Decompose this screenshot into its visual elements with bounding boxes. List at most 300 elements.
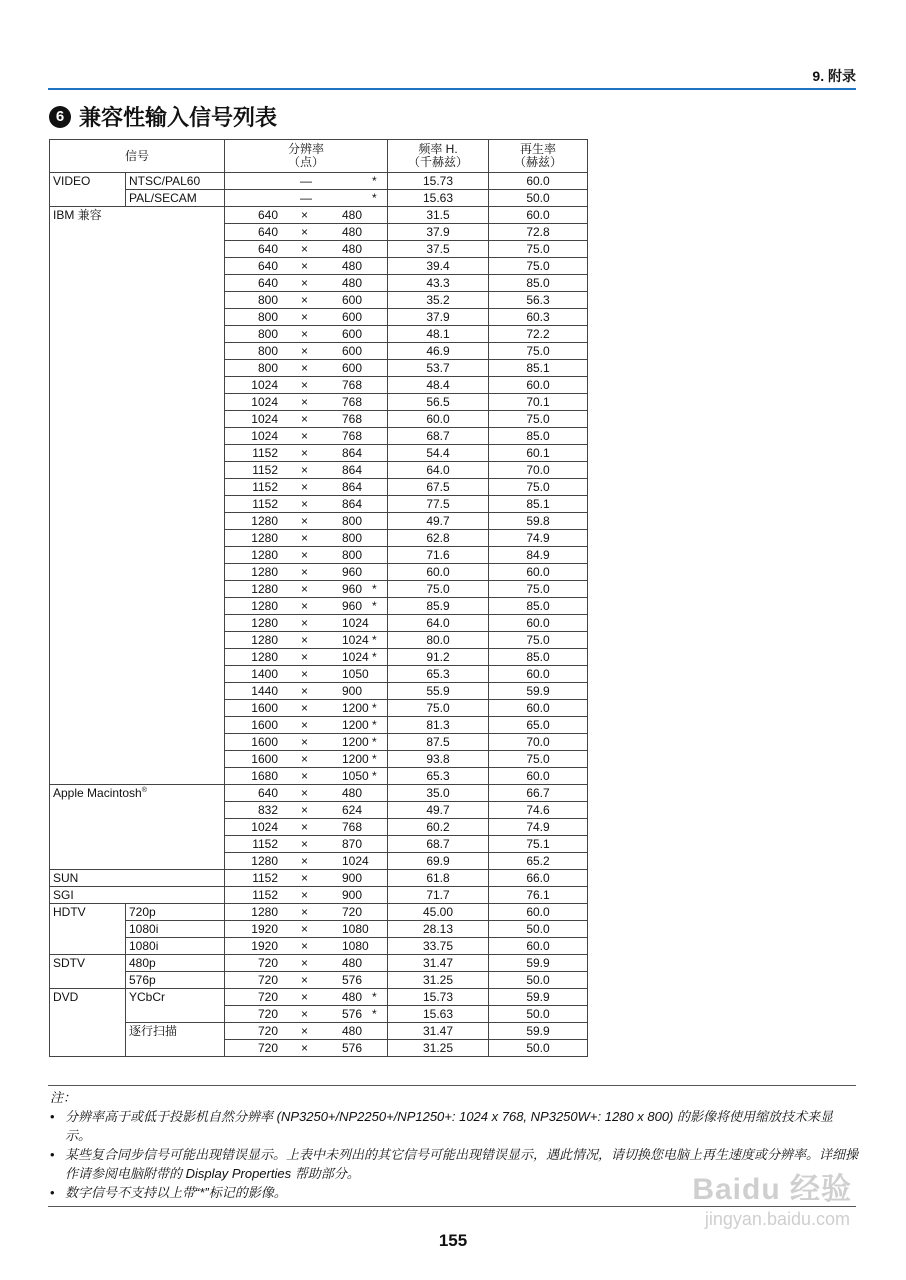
resolution-height: 800 [342,531,363,545]
hfreq-cell: 64.0 [388,615,489,632]
multiply-icon: × [301,701,309,715]
hfreq-cell: 43.3 [388,275,489,292]
unsupported-digital-star: * [372,582,377,596]
resolution-cell [225,326,388,343]
refresh-cell: 59.9 [489,683,588,700]
section-number-badge: 6 [49,106,71,128]
table-row [50,989,588,1006]
resolution-width: 1152 [252,497,278,511]
resolution-width: 1280 [251,599,278,613]
resolution-height: 600 [342,361,363,375]
hfreq-cell: 60.0 [388,564,489,581]
refresh-cell: 59.9 [489,989,588,1006]
resolution-width: 720 [257,1024,278,1038]
refresh-cell: 74.6 [489,802,588,819]
resolution-width: 1440 [251,684,278,698]
hfreq-cell: 75.0 [388,581,489,598]
table-row [50,870,588,887]
refresh-cell: 60.0 [489,173,588,190]
multiply-icon: × [301,361,309,375]
table-header-row [50,140,588,173]
resolution-width: 800 [257,327,278,341]
resolution-height: 960 [342,565,363,579]
hfreq-cell: 37.9 [388,309,489,326]
table-row [50,955,588,972]
multiply-icon: × [301,259,309,273]
refresh-cell: 70.0 [489,462,588,479]
unsupported-digital-star: * [372,174,377,188]
multiply-icon: × [301,242,309,256]
resolution-height: 864 [342,463,363,477]
multiply-icon: × [301,565,309,579]
resolution-width: 1280 [251,531,278,545]
hfreq-cell: 71.7 [388,887,489,904]
resolution-cell [225,207,388,224]
refresh-cell: 60.1 [489,445,588,462]
resolution-cell [225,224,388,241]
hfreq-cell: 54.4 [388,445,489,462]
resolution-cell [225,921,388,938]
resolution-cell [225,292,388,309]
multiply-icon: × [301,548,309,562]
resolution-cell [225,870,388,887]
table-row [50,938,588,955]
resolution-width: 640 [257,242,278,256]
multiply-icon: × [301,412,309,426]
unsupported-digital-star: * [372,735,377,749]
hfreq-cell: 28.13 [388,921,489,938]
note-bullet: • [50,1185,55,1200]
unsupported-digital-star: * [372,752,377,766]
resolution-height: 864 [342,497,363,511]
refresh-cell: 85.0 [489,649,588,666]
hfreq-cell: 15.63 [388,190,489,207]
multiply-icon: × [301,837,309,851]
note-text: 分辨率高于或低于投影机自然分辨率 (NP3250+/NP2250+/NP1250+: 1024 x 768, NP3250W+: 1280 x 800) 的影像将使用缩放技术来显示。 [65,1109,833,1143]
signal-group: IBM 兼容 [50,207,225,785]
resolution-cell [225,411,388,428]
resolution-height: 1050 [342,769,369,783]
note-bullet: • [50,1147,55,1162]
resolution-cell [225,632,388,649]
resolution-width: 720 [257,1007,278,1021]
refresh-cell: 60.0 [489,564,588,581]
refresh-cell: 75.0 [489,632,588,649]
hfreq-cell: 31.47 [388,1023,489,1040]
resolution-cell [225,887,388,904]
signal-subtype: 1080i [126,938,225,955]
resolution-cell [225,785,388,802]
resolution-width: 1152 [252,480,278,494]
resolution-width: 1600 [251,701,278,715]
refresh-cell: 85.0 [489,428,588,445]
resolution-height: 576 [342,1041,363,1055]
multiply-icon: × [301,531,309,545]
resolution-height: 768 [342,395,363,409]
multiply-icon: × [301,1024,309,1038]
hfreq-cell: 87.5 [388,734,489,751]
refresh-cell: 85.0 [489,275,588,292]
hfreq-cell: 37.5 [388,241,489,258]
multiply-icon: × [301,582,309,596]
resolution-height: 480 [342,786,363,800]
multiply-icon: × [301,599,309,613]
resolution-width: 1024 [251,412,278,426]
refresh-cell: 60.0 [489,666,588,683]
multiply-icon: × [301,854,309,868]
resolution-width: 1152 [252,888,278,902]
hfreq-cell: 31.25 [388,972,489,989]
refresh-cell: 60.0 [489,207,588,224]
multiply-icon: × [301,769,309,783]
multiply-icon: × [301,922,309,936]
hfreq-cell: 61.8 [388,870,489,887]
resolution-width: 800 [257,310,278,324]
resolution-height: 480 [342,242,363,256]
signal-group: VIDEO [50,173,126,207]
hfreq-cell: 68.7 [388,428,489,445]
resolution-cell [225,649,388,666]
signal-group: Apple Macintosh® [50,785,225,870]
resolution-cell [225,547,388,564]
signal-group: DVD [50,989,126,1057]
signal-subtype: PAL/SECAM [126,190,225,207]
header-resolution: 分辨率 （点） [225,140,388,173]
resolution-cell [225,530,388,547]
table-row [50,972,588,989]
table-row [50,173,588,190]
signal-group: HDTV [50,904,126,955]
multiply-icon: × [301,684,309,698]
resolution-cell [225,598,388,615]
note-bullet: • [50,1109,55,1124]
unsupported-digital-star: * [372,191,377,205]
refresh-cell: 66.7 [489,785,588,802]
unsupported-digital-star: * [372,633,377,647]
resolution-cell [225,462,388,479]
hfreq-cell: 31.47 [388,955,489,972]
resolution-height: 480 [342,1024,363,1038]
signal-group: SDTV [50,955,126,989]
resolution-height: 1200 [342,718,369,732]
resolution-height: 1024 [342,633,369,647]
refresh-cell: 50.0 [489,1006,588,1023]
resolution-cell [225,479,388,496]
resolution-cell [225,360,388,377]
refresh-cell: 56.3 [489,292,588,309]
refresh-cell: 60.0 [489,938,588,955]
resolution-height: 480 [342,208,363,222]
resolution-height: 480 [342,225,363,239]
refresh-cell: 70.0 [489,734,588,751]
resolution-cell [225,768,388,785]
resolution-cell [225,989,388,1006]
resolution-width: 1152 [252,446,278,460]
resolution-height: 1050 [342,667,369,681]
hfreq-cell: 81.3 [388,717,489,734]
resolution-cell [225,309,388,326]
refresh-cell: 75.0 [489,258,588,275]
resolution-height: 480 [342,990,363,1004]
hfreq-cell: 75.0 [388,700,489,717]
notes-rule [48,1085,856,1086]
refresh-cell: 60.3 [489,309,588,326]
resolution-height: 768 [342,820,363,834]
refresh-cell: 74.9 [489,819,588,836]
refresh-cell: 59.8 [489,513,588,530]
hfreq-cell: 46.9 [388,343,489,360]
multiply-icon: × [301,990,309,1004]
hfreq-cell: 62.8 [388,530,489,547]
resolution-width: 1600 [251,735,278,749]
resolution-height: 1200 [342,752,369,766]
resolution-cell [225,445,388,462]
multiply-icon: × [301,803,309,817]
resolution-height: 870 [342,837,363,851]
header-hfreq: 频率 H. （千赫兹） [388,140,489,173]
hfreq-cell: 68.7 [388,836,489,853]
resolution-cell [225,683,388,700]
refresh-cell: 59.9 [489,1023,588,1040]
multiply-icon: × [301,1041,309,1055]
resolution-cell [225,190,388,207]
resolution-cell [225,377,388,394]
hfreq-cell: 33.75 [388,938,489,955]
resolution-height: 600 [342,293,363,307]
watermark-url: jingyan.baidu.com [704,1209,850,1229]
resolution-height: 800 [342,514,363,528]
multiply-icon: × [301,497,309,511]
resolution-width: 1680 [251,769,278,783]
resolution-width: 1280 [251,854,278,868]
multiply-icon: × [301,888,309,902]
resolution-cell [225,615,388,632]
resolution-width: 832 [257,803,278,817]
hfreq-cell: 60.2 [388,819,489,836]
table-row [50,904,588,921]
refresh-cell: 75.0 [489,479,588,496]
hfreq-cell: 80.0 [388,632,489,649]
resolution-height: 624 [342,803,363,817]
resolution-cell [225,751,388,768]
hfreq-cell: 64.0 [388,462,489,479]
hfreq-cell: 39.4 [388,258,489,275]
multiply-icon: × [301,786,309,800]
hfreq-cell: 48.4 [388,377,489,394]
refresh-cell: 59.9 [489,955,588,972]
resolution-height: 768 [342,378,363,392]
multiply-icon: × [301,616,309,630]
multiply-icon: × [301,718,309,732]
refresh-cell: 72.2 [489,326,588,343]
section-title-text: 兼容性输入信号列表 [79,105,278,130]
resolution-dash: — [300,174,312,188]
refresh-cell: 72.8 [489,224,588,241]
resolution-width: 1280 [251,650,278,664]
resolution-height: 900 [342,684,363,698]
resolution-cell [225,955,388,972]
resolution-cell [225,496,388,513]
resolution-width: 640 [257,786,278,800]
resolution-width: 1280 [251,548,278,562]
refresh-cell: 50.0 [489,190,588,207]
resolution-width: 1400 [251,667,278,681]
resolution-height: 480 [342,956,363,970]
refresh-cell: 85.0 [489,598,588,615]
hfreq-cell: 35.0 [388,785,489,802]
multiply-icon: × [301,225,309,239]
signal-subtype: 720p [126,904,225,921]
resolution-height: 600 [342,344,363,358]
header-refresh: 再生率 （赫兹） [489,140,588,173]
hfreq-cell: 31.25 [388,1040,489,1057]
hfreq-cell: 15.73 [388,989,489,1006]
resolution-height: 1024 [342,854,369,868]
refresh-cell: 75.0 [489,581,588,598]
multiply-icon: × [301,395,309,409]
resolution-width: 1024 [251,378,278,392]
resolution-width: 720 [257,956,278,970]
hfreq-cell: 65.3 [388,666,489,683]
unsupported-digital-star: * [372,718,377,732]
refresh-cell: 50.0 [489,921,588,938]
resolution-width: 800 [257,293,278,307]
resolution-width: 800 [257,344,278,358]
refresh-cell: 66.0 [489,870,588,887]
resolution-cell [225,904,388,921]
refresh-cell: 50.0 [489,1040,588,1057]
refresh-cell: 50.0 [489,972,588,989]
resolution-cell [225,1023,388,1040]
hfreq-cell: 53.7 [388,360,489,377]
multiply-icon: × [301,1007,309,1021]
resolution-cell [225,173,388,190]
hfreq-cell: 69.9 [388,853,489,870]
resolution-cell [225,836,388,853]
resolution-height: 480 [342,259,363,273]
multiply-icon: × [301,905,309,919]
hfreq-cell: 55.9 [388,683,489,700]
header-rule [48,88,856,90]
multiply-icon: × [301,633,309,647]
resolution-width: 720 [257,1041,278,1055]
resolution-width: 640 [257,276,278,290]
resolution-cell [225,343,388,360]
resolution-cell [225,258,388,275]
signal-subtype: NTSC/PAL60 [126,173,225,190]
resolution-cell [225,513,388,530]
unsupported-digital-star: * [372,650,377,664]
refresh-cell: 60.0 [489,615,588,632]
resolution-cell [225,564,388,581]
resolution-width: 1024 [251,820,278,834]
signal-subtype: 576p [126,972,225,989]
resolution-cell [225,819,388,836]
multiply-icon: × [301,344,309,358]
unsupported-digital-star: * [372,990,377,1004]
refresh-cell: 60.0 [489,700,588,717]
refresh-cell: 85.1 [489,496,588,513]
resolution-width: 1920 [251,939,278,953]
hfreq-cell: 71.6 [388,547,489,564]
resolution-cell [225,428,388,445]
refresh-cell: 75.1 [489,836,588,853]
multiply-icon: × [301,208,309,222]
resolution-height: 1200 [342,735,369,749]
hfreq-cell: 48.1 [388,326,489,343]
header-signal: 信号 [50,140,225,173]
refresh-cell: 60.0 [489,768,588,785]
resolution-width: 1280 [251,514,278,528]
resolution-cell [225,1006,388,1023]
resolution-height: 1200 [342,701,369,715]
chapter-label: 9. 附录 [812,68,856,84]
hfreq-cell: 77.5 [388,496,489,513]
multiply-icon: × [301,735,309,749]
table-row [50,190,588,207]
note-text: 数字信号不支持以上带“*”标记的影像。 [65,1185,287,1200]
hfreq-cell: 37.9 [388,224,489,241]
resolution-cell [225,853,388,870]
unsupported-digital-star: * [372,701,377,715]
multiply-icon: × [301,939,309,953]
note-item [50,1107,858,1145]
resolution-height: 1024 [342,616,369,630]
multiply-icon: × [301,752,309,766]
resolution-cell [225,938,388,955]
resolution-cell [225,1040,388,1057]
resolution-height: 960 [342,582,363,596]
resolution-height: 1080 [342,939,369,953]
table-row [50,921,588,938]
resolution-width: 1600 [251,752,278,766]
multiply-icon: × [301,650,309,664]
multiply-icon: × [301,871,309,885]
signal-subtype: 逐行扫描 [126,1023,225,1057]
resolution-width: 1280 [251,905,278,919]
refresh-cell: 74.9 [489,530,588,547]
resolution-width: 1280 [251,633,278,647]
hfreq-cell: 31.5 [388,207,489,224]
table-row [50,207,588,224]
table-row [50,1023,588,1040]
refresh-cell: 65.0 [489,717,588,734]
resolution-height: 900 [342,871,363,885]
hfreq-cell: 49.7 [388,513,489,530]
multiply-icon: × [301,973,309,987]
resolution-cell [225,394,388,411]
hfreq-cell: 45.00 [388,904,489,921]
refresh-cell: 84.9 [489,547,588,564]
resolution-cell [225,700,388,717]
resolution-width: 800 [257,361,278,375]
resolution-cell [225,972,388,989]
hfreq-cell: 56.5 [388,394,489,411]
resolution-cell [225,275,388,292]
resolution-height: 800 [342,548,363,562]
multiply-icon: × [301,310,309,324]
resolution-width: 1024 [251,429,278,443]
refresh-cell: 75.0 [489,343,588,360]
unsupported-digital-star: * [372,769,377,783]
resolution-cell [225,666,388,683]
refresh-cell: 75.0 [489,751,588,768]
hfreq-cell: 67.5 [388,479,489,496]
refresh-cell: 70.1 [489,394,588,411]
hfreq-cell: 91.2 [388,649,489,666]
signal-subtype: 1080i [126,921,225,938]
table-row [50,785,588,802]
